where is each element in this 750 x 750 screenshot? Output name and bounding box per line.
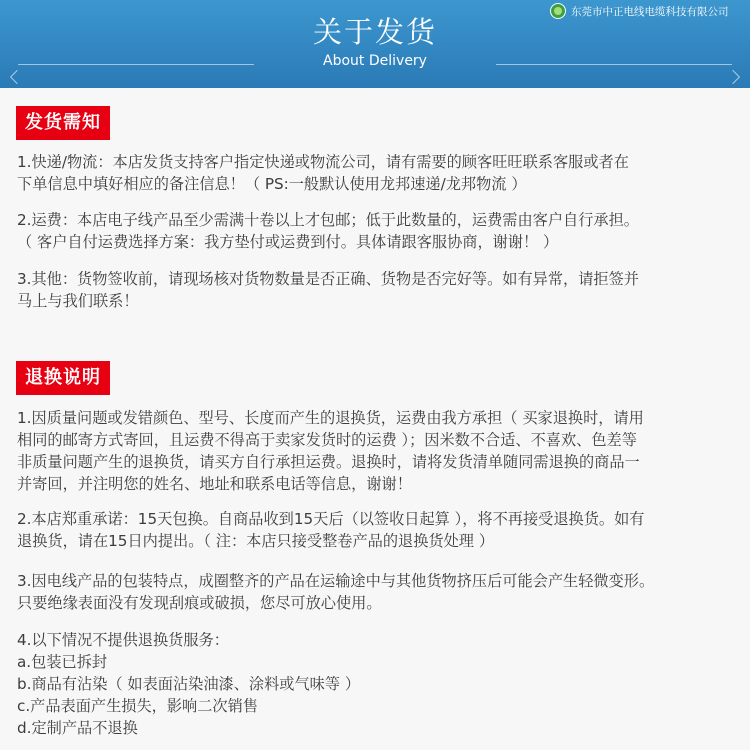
chevron-left-icon [10, 70, 24, 84]
returns-item-2: 2.本店郑重承诺：15天包换。自商品收到15天后（以签收日起算 ），将不再接受退换货。如有 退换货，请在15日内提出。（ 注：本店只接受整卷产品的退换货处理 ） [17, 510, 645, 550]
chevron-right-icon [726, 70, 740, 84]
company-logo-icon [550, 3, 566, 19]
brand [550, 3, 729, 19]
returns-tag: 退换说明 [16, 361, 110, 395]
shipping-section [16, 106, 740, 140]
returns-item-1: 1.因质量问题或发错颜色、型号、长度而产生的退换货，运费由我方承担（ 买家退换时，请用 相同的邮寄方式寄回，且运费不得高于卖家发货时的运费 ）；因米数不合适、不喜欢、色差等 非质量问题产生的退换货，请买方自行承担运费。退换时，请将发货清单随同需退换的商品一 并寄回，并注明您的姓名、地址和联系电话等信息，谢谢！ [17, 409, 644, 493]
page-title: 关于发货 [312, 15, 437, 49]
header-banner [0, 0, 750, 88]
shipping-item-1: 1.快递/物流：本店发货支持客户指定快递或物流公司，请有需要的顾客旺旺联系客服或者在 下单信息中填好相应的备注信息！（ PS:一般默认使用龙邦速递/龙邦物流 ） [17, 153, 629, 193]
returns-section [16, 361, 740, 395]
returns-item-4: 4.以下情况不提供退换货服务： a.包装已拆封 b.商品有沾染（ 如表面沾染油漆、涂料或气味等 ） c.产品表面产生损失，影响二次销售 d.定制产品不退换 [17, 631, 361, 737]
shipping-tag: 发货需知 [16, 106, 110, 140]
shipping-item-3: 3.其他：货物签收前，请现场核对货物数量是否正确、货物是否完好等。如有异常，请拒签并 马上与我们联系！ [17, 270, 639, 310]
company-name: 东莞市中正电线电缆科技有限公司 [571, 5, 729, 18]
shipping-item-2: 2.运费：本店电子线产品至少需满十卷以上才包邮；低于此数量的，运费需由客户自行承担。 （ 客户自付运费选择方案：我方垫付或运费到付。具体请跟客服协商，谢谢！ ） [17, 211, 639, 251]
page-subtitle: About Delivery [323, 53, 427, 69]
returns-item-3: 3.因电线产品的包装特点，成圈整齐的产品在运输途中与其他货物挤压后可能会产生轻微变形。 只要绝缘表面没有发现刮痕或破损，您尽可放心使用。 [17, 572, 655, 612]
